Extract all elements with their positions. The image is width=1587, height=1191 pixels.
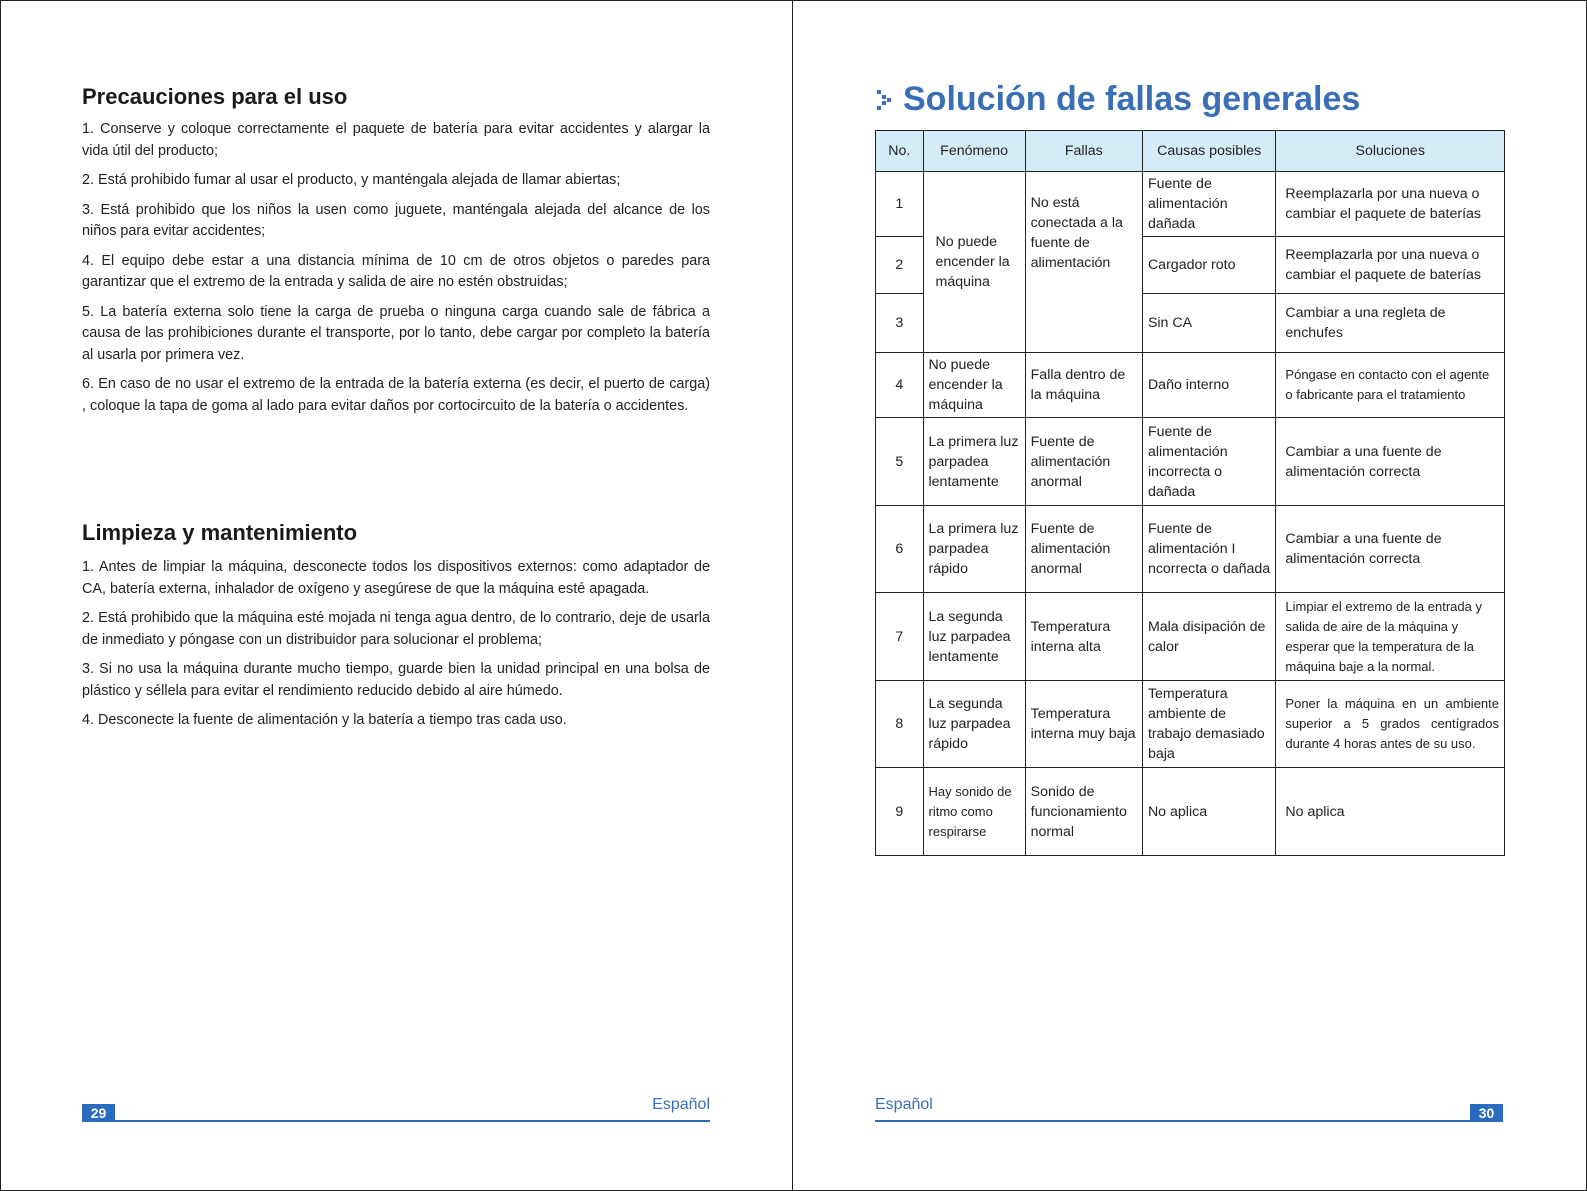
table-row bbox=[876, 681, 1505, 768]
table-row bbox=[876, 172, 1505, 237]
cell-phenomenon: La primera luz parpadea lentamente bbox=[923, 418, 1025, 506]
cell-cause: Mala disipación de calor bbox=[1142, 593, 1275, 681]
cell-cause: No aplica bbox=[1142, 768, 1275, 856]
table-row bbox=[876, 418, 1505, 506]
page-title bbox=[875, 80, 1360, 119]
page-footer bbox=[875, 1096, 1503, 1122]
cell-cause: Fuente de alimentación incorrecta o dañada bbox=[1142, 418, 1275, 506]
footer-rule bbox=[875, 1120, 1470, 1122]
cell-no: 5 bbox=[876, 418, 924, 506]
footer-language: Español bbox=[875, 1096, 933, 1113]
cell-fault: Fuente de alimentación anormal bbox=[1025, 418, 1142, 506]
troubleshooting-table bbox=[875, 130, 1505, 856]
section-heading-precautions: Precauciones para el uso bbox=[82, 84, 348, 109]
section-heading-cleaning: Limpieza y mantenimiento bbox=[82, 520, 358, 545]
cell-phenomenon: La segunda luz parpadea lentamente bbox=[923, 593, 1025, 681]
cell-phenomenon: No puede encender la máquina bbox=[923, 353, 1025, 418]
cell-fault: Temperatura interna alta bbox=[1025, 593, 1142, 681]
list-item: 2. Está prohibido que la máquina esté mojada ni tenga agua dentro, de lo contrario, deje de usarla de inmediato y póngase con un distribuidor para solucionar el problema; bbox=[82, 610, 710, 648]
cell-solution: Limpiar el extremo de la entrada y salida de aire de la máquina y esperar que la temperatura de la máquina baje a la normal. bbox=[1276, 593, 1505, 681]
cell-no: 7 bbox=[876, 593, 924, 681]
cell-solution: No aplica bbox=[1276, 768, 1505, 856]
cell-cause: Sin CA bbox=[1142, 294, 1275, 353]
cell-phenomenon-group: No puede encender la máquina bbox=[923, 172, 1025, 353]
cell-phenomenon: La segunda luz parpadea rápido bbox=[923, 681, 1025, 768]
cell-cause: Cargador roto bbox=[1142, 237, 1275, 294]
list-item: 2. Está prohibido fumar al usar el producto, y manténgala alejada de llamar abiertas; bbox=[82, 172, 621, 188]
cell-no: 9 bbox=[876, 768, 924, 856]
table-row bbox=[876, 506, 1505, 593]
cell-solution: Cambiar a una regleta de enchufes bbox=[1276, 294, 1505, 353]
page-footer bbox=[82, 1096, 710, 1122]
footer-rule bbox=[115, 1120, 710, 1122]
cell-fault: Sonido de funcionamiento normal bbox=[1025, 768, 1142, 856]
page-number: 29 bbox=[82, 1104, 115, 1122]
table-row bbox=[876, 768, 1505, 856]
table-row bbox=[876, 353, 1505, 418]
cleaning-list bbox=[82, 557, 710, 740]
list-item: 5. La batería externa solo tiene la carga de prueba o ninguna carga cuando sale de fábrica a causa de las prohibiciones durante el transporte, por lo tanto, debe cargar por completo la batería al usarla por primera vez. bbox=[82, 303, 710, 363]
header-phenomenon: Fenómeno bbox=[923, 131, 1025, 172]
cell-fault: Falla dentro de la máquina bbox=[1025, 353, 1142, 418]
header-no: No. bbox=[876, 131, 924, 172]
list-item: 3. Si no usa la máquina durante mucho tiempo, guarde bien la unidad principal en una bolsa de plástico y séllela para evitar el rendimiento reducido debido al aire húmedo. bbox=[82, 661, 710, 699]
table-header-row bbox=[876, 131, 1505, 172]
cell-solution: Poner la máquina en un ambiente superior a 5 grados centígrados durante 4 horas antes de su uso. bbox=[1276, 681, 1505, 768]
cell-no: 1 bbox=[876, 172, 924, 237]
cell-no: 3 bbox=[876, 294, 924, 353]
cell-solution: Cambiar a una fuente de alimentación correcta bbox=[1276, 418, 1505, 506]
cell-no: 2 bbox=[876, 237, 924, 294]
cell-phenomenon: La primera luz parpadea rápido bbox=[923, 506, 1025, 593]
cell-solution: Cambiar a una fuente de alimentación correcta bbox=[1276, 506, 1505, 593]
list-item: 4. Desconecte la fuente de alimentación y la batería a tiempo tras cada uso. bbox=[82, 712, 567, 728]
table-row bbox=[876, 593, 1505, 681]
left-page bbox=[0, 0, 792, 1191]
page-number: 30 bbox=[1470, 1104, 1503, 1122]
cell-no: 4 bbox=[876, 353, 924, 418]
list-item: 6. En caso de no usar el extremo de la entrada de la batería externa (es decir, el puerto de carga) , coloque la tapa de goma al lado para evitar daños por cortocircuito de la batería o accidentes. bbox=[82, 376, 710, 414]
header-fault: Fallas bbox=[1025, 131, 1142, 172]
cell-cause: Fuente de alimentación I ncorrecta o dañada bbox=[1142, 506, 1275, 593]
list-item: 4. El equipo debe estar a una distancia mínima de 10 cm de otros objetos o paredes para garantizar que el extremo de la entrada y salida de aire no estén obstruidas; bbox=[82, 252, 710, 290]
cell-fault: Temperatura interna muy baja bbox=[1025, 681, 1142, 768]
precautions-list bbox=[82, 119, 710, 425]
cell-solution: Reemplazarla por una nueva o cambiar el paquete de baterías bbox=[1276, 237, 1505, 294]
list-item: 1. Antes de limpiar la máquina, desconecte todos los dispositivos externos: como adaptador de CA, batería externa, inhalador de oxígeno y asegúrese de que la máquina esté apagada. bbox=[82, 559, 710, 597]
cell-solution: Póngase en contacto con el agente o fabricante para el tratamiento bbox=[1276, 353, 1505, 418]
right-page bbox=[793, 0, 1587, 1191]
footer-language: Español bbox=[652, 1096, 710, 1113]
header-solution: Soluciones bbox=[1276, 131, 1505, 172]
list-item: 3. Está prohibido que los niños la usen como juguete, manténgala alejada del alcance de los niños para evitar accidentes; bbox=[82, 201, 710, 239]
list-item: 1. Conserve y coloque correctamente el paquete de batería para evitar accidentes y alargar la vida útil del producto; bbox=[82, 121, 710, 159]
cell-fault: Fuente de alimentación anormal bbox=[1025, 506, 1142, 593]
cell-cause: Temperatura ambiente de trabajo demasiado baja bbox=[1142, 681, 1275, 768]
cell-cause: Daño interno bbox=[1142, 353, 1275, 418]
cell-phenomenon: Hay sonido de ritmo como respirarse bbox=[923, 768, 1025, 856]
cell-solution: Reemplazarla por una nueva o cambiar el paquete de baterías bbox=[1276, 172, 1505, 237]
header-cause: Causas posibles bbox=[1142, 131, 1275, 172]
cell-cause: Fuente de alimentación dañada bbox=[1142, 172, 1275, 237]
cell-no: 6 bbox=[876, 506, 924, 593]
double-chevron-icon bbox=[875, 87, 897, 113]
cell-no: 8 bbox=[876, 681, 924, 768]
cell-fault-group: No está conectada a la fuente de alimentación bbox=[1025, 172, 1142, 353]
page-title-text: Solución de fallas generales bbox=[903, 80, 1361, 118]
